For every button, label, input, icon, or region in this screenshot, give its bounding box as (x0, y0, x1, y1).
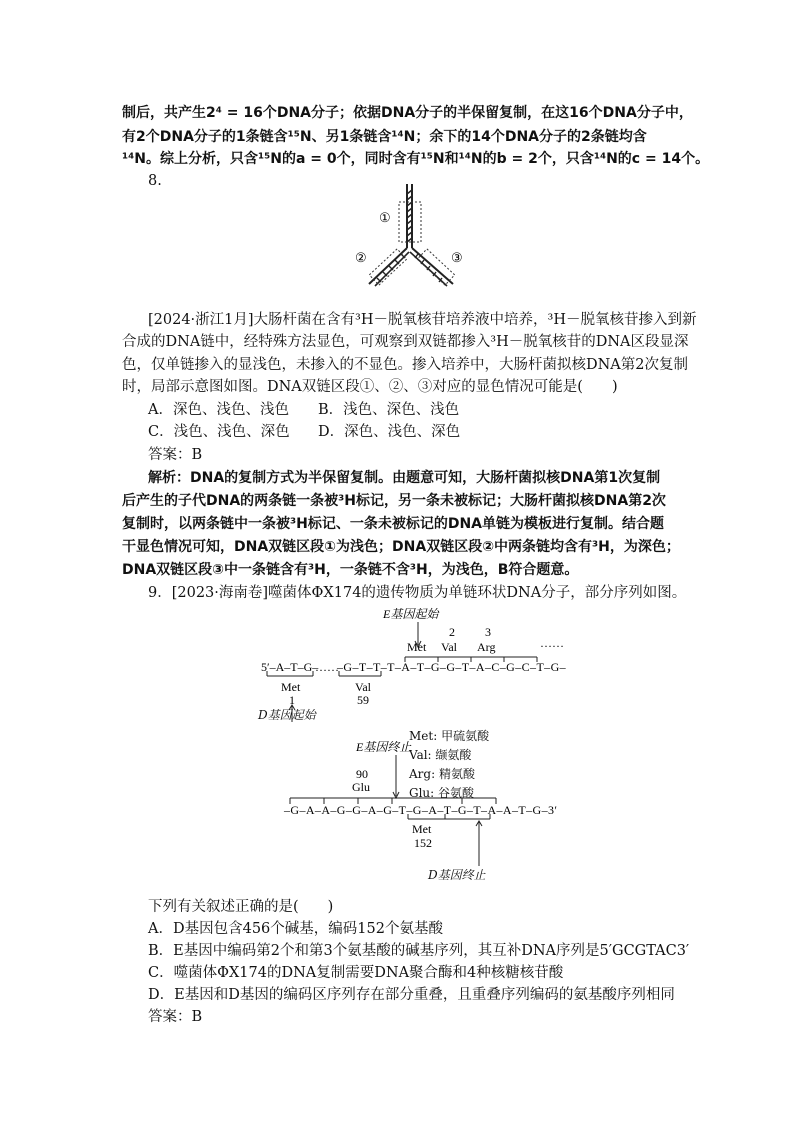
sequence-overlap: –G–T–T–T–A–T–G–G–T–A–C–G–C–T–G– (337, 660, 567, 674)
q8-analysis-5: DNA双链区段③中一条链含有³H，一条链不含³H，为浅色，B符合题意。 (122, 562, 579, 578)
q8-option-d: D．深色、浅色、深色 (318, 424, 461, 440)
label-region-1: ① (379, 210, 391, 225)
q9-option-c: C．噬菌体ΦX174的DNA复制需要DNA聚合酶和4种核糖核苷酸 (148, 965, 564, 981)
question-8-number: 8. (148, 173, 162, 189)
q9-option-b: B．E基因中编码第2个和第3个氨基酸的碱基序列，其互补DNA序列是5′GCGTAC3′ (148, 943, 690, 959)
replication-fork-diagram (355, 180, 495, 290)
q8-option-a: A．深色、浅色、浅色 (148, 402, 289, 418)
legend-glu: Glu: 谷氨酸 (409, 786, 475, 800)
codon-number-1: 1 (289, 693, 295, 707)
q8-analysis-1: 解析：DNA的复制方式为半保留复制。由题意可知，大肠杆菌拟核DNA第1次复制 (148, 470, 661, 486)
q8-stem-4: 时，局部示意图如图。DNA双链区段①、②、③对应的显色情况可能是( ) (122, 379, 618, 395)
q8-analysis-4: 干显色情况可知，DNA双链区段①为浅色；DNA双链区段②中两条链均含有³H，为深色； (122, 539, 680, 555)
q8-stem-3: 色，仅单链掺入的显浅色，未掺入的不显色。掺入培养中，大肠杆菌拟核DNA第2次复制 (122, 357, 689, 373)
e-glu-label: Glu (352, 780, 370, 794)
q8-stem-1: [2024·浙江1月]大肠杆菌在含有³H－脱氧核苷培养液中培养，³H－脱氧核苷掺入到新 (148, 312, 697, 328)
q8-answer: 答案：B (148, 447, 203, 463)
sequence-5prime-start: 5′–A–T–G– (261, 660, 319, 674)
e-val-label: Val (441, 640, 457, 654)
sequence-3prime-end: –G–A–A–G–G–A–G–T–G–A–T–G–T–A–A–T–G–3′ (284, 803, 558, 817)
d-gene-start-label: D基因起始 (258, 708, 316, 722)
legend-met: Met: 甲硫氨酸 (409, 729, 490, 743)
codon-number-3: 3 (485, 625, 491, 639)
intro-line-3: ¹⁴N。综上分析，只含¹⁵N的a = 0个，同时含有¹⁵N和¹⁴N的b = 2个，只含¹⁴N的c = 14个。 (122, 151, 710, 167)
legend-val: Val: 缬氨酸 (409, 748, 472, 762)
intro-line-2: 有2个DNA分子的1条链含¹⁵N、另1条链含¹⁴N；余下的14个DNA分子的2条链均含 (122, 129, 647, 145)
codon-number-152: 152 (414, 836, 432, 850)
q8-stem-2: 合成的DNA链中，经特殊方法显色，可观察到双链都掺入³H－脱氧核苷的DNA区段显深 (122, 334, 689, 350)
q9-answer: 答案：B (148, 1009, 203, 1025)
legend-arg: Arg: 精氨酸 (409, 767, 475, 781)
d-met-152-label: Met (412, 822, 432, 836)
codon-number-90: 90 (356, 767, 368, 781)
d-gene-end-label: D基因终止 (428, 868, 486, 882)
q8-analysis-2: 后产生的子代DNA的两条链一条被³H标记，另一条未被标记；大肠杆菌拟核DNA第2次 (122, 493, 666, 509)
q9-option-d: D．E基因和D基因的编码区序列存在部分重叠，且重叠序列编码的氨基酸序列相同 (148, 987, 675, 1003)
label-region-3: ③ (451, 250, 463, 265)
e-arg-label: Arg (477, 640, 496, 654)
label-region-2: ② (355, 250, 367, 265)
q8-option-b: B．浅色、深色、浅色 (318, 402, 460, 418)
q8-analysis-3: 复制时，以两条链中一条被³H标记、一条未被标记的DNA单链为模板进行复制。结合题 (122, 516, 665, 532)
q9-lead: 下列有关叙述正确的是( ) (148, 899, 334, 915)
intro-line-1: 制后，共产生2⁴ = 16个DNA分子；依据DNA分子的半保留复制，在这16个DNA分子中， (122, 105, 693, 121)
q9-stem: 9．[2023·海南卷]噬菌体ΦX174的遗传物质为单链环状DNA分子，部分序列如图。 (148, 585, 687, 601)
ellipsis-top: …… (540, 636, 564, 650)
sequence-ellipsis: …… (315, 660, 339, 674)
d-met-label: Met (281, 680, 301, 694)
e-gene-end-label: E基因终止 (356, 740, 412, 754)
d-val-label: Val (355, 680, 371, 694)
e-gene-start-label: E基因起始 (383, 607, 439, 621)
codon-number-59: 59 (357, 693, 369, 707)
q9-option-a: A．D基因包含456个碱基，编码152个氨基酸 (148, 921, 443, 937)
q8-option-c: C．浅色、浅色、深色 (148, 424, 290, 440)
e-met-label: Met (407, 640, 427, 654)
codon-number-2: 2 (449, 625, 455, 639)
